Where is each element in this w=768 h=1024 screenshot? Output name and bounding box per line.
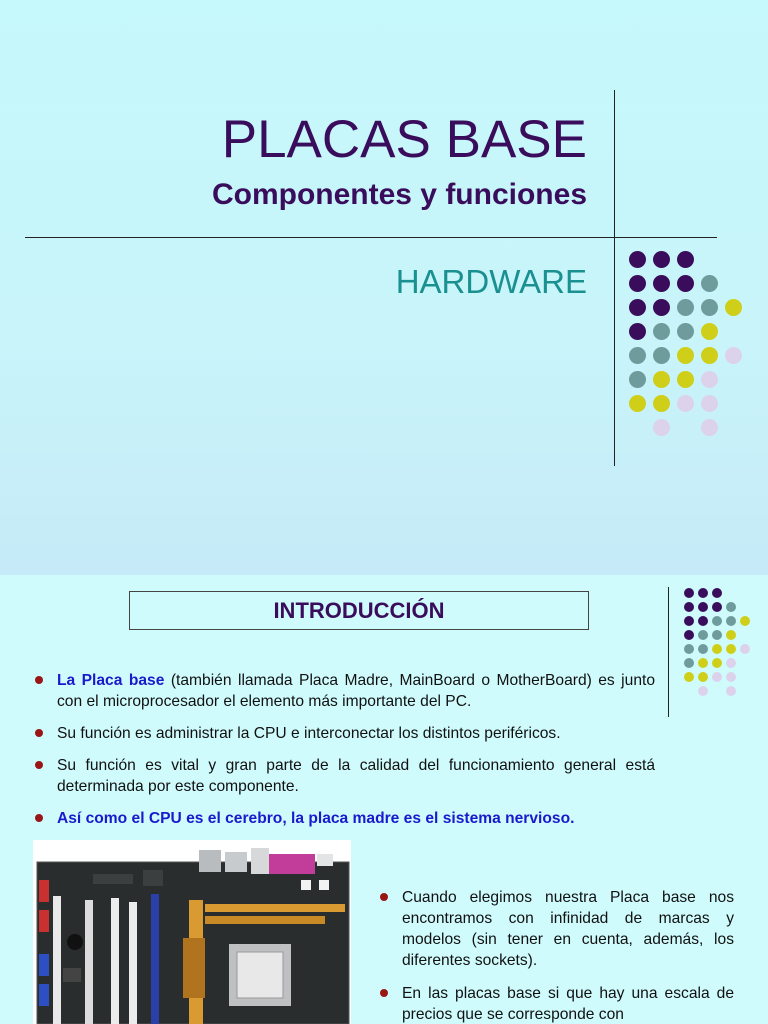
dot-yellow — [740, 616, 750, 626]
bullet-text: (también llamada Placa Madre, MainBoard o MotherBoard) es junto con el microprocesador el elemento más importante del PC. — [57, 672, 655, 710]
dot-lilac — [740, 644, 750, 654]
side-bullet-list — [380, 887, 734, 1024]
dot-lilac — [726, 686, 736, 696]
placa-base-term: La Placa base — [57, 672, 165, 689]
dot-yellow — [701, 323, 718, 340]
dot-teal — [677, 323, 694, 340]
list-item — [380, 983, 734, 1024]
dot-purple — [712, 602, 722, 612]
dot-purple — [653, 299, 670, 316]
bullet-text: Su función es vital y gran parte de la calidad del funcionamiento general está determinada por este componente. — [57, 757, 655, 795]
dot-lilac — [726, 672, 736, 682]
motherboard-illustration — [33, 840, 351, 1024]
dot-purple — [629, 251, 646, 268]
dot-purple — [684, 588, 694, 598]
dot-lilac — [677, 395, 694, 412]
dot-purple — [629, 275, 646, 292]
dot-purple — [677, 251, 694, 268]
bullet-text-emphasis: Así como el CPU es el cerebro, la placa madre es el sistema nervioso. — [57, 810, 575, 827]
hardware-label: HARDWARE — [395, 263, 587, 300]
dot-lilac — [698, 686, 708, 696]
dot-yellow — [677, 347, 694, 364]
list-item — [35, 670, 655, 712]
dot-teal — [726, 616, 736, 626]
bullet-icon — [35, 761, 43, 769]
bullet-icon — [380, 893, 388, 901]
dot-purple — [684, 616, 694, 626]
dot-yellow — [725, 299, 742, 316]
dot-purple — [684, 630, 694, 640]
dot-purple — [698, 602, 708, 612]
vertical-divider — [668, 587, 669, 717]
slide-subtitle: Componentes y funciones — [211, 178, 587, 211]
dot-teal — [712, 616, 722, 626]
list-item — [35, 723, 655, 744]
list-item — [35, 755, 655, 797]
bullet-text: Su función es administrar la CPU e interconectar los distintos periféricos. — [57, 725, 561, 742]
dot-purple — [698, 588, 708, 598]
dot-yellow — [726, 630, 736, 640]
dot-purple — [653, 275, 670, 292]
motherboard-image — [33, 840, 351, 1024]
dot-yellow — [684, 672, 694, 682]
slide-title: PLACAS BASE — [221, 110, 587, 169]
dot-lilac — [701, 419, 718, 436]
dot-teal — [684, 658, 694, 668]
dot-purple — [677, 275, 694, 292]
dot-teal — [677, 299, 694, 316]
dot-purple — [653, 251, 670, 268]
dot-yellow — [698, 672, 708, 682]
bullet-icon — [380, 989, 388, 997]
dot-lilac — [653, 419, 670, 436]
dot-teal — [701, 275, 718, 292]
dot-teal — [629, 347, 646, 364]
dot-teal — [629, 371, 646, 388]
dot-yellow — [653, 395, 670, 412]
dot-lilac — [712, 672, 722, 682]
dot-teal — [653, 347, 670, 364]
horizontal-divider — [25, 237, 717, 238]
dot-teal — [698, 644, 708, 654]
bullet-icon — [35, 814, 43, 822]
dot-purple — [684, 602, 694, 612]
list-item — [35, 808, 655, 829]
dot-purple — [629, 323, 646, 340]
dot-teal — [712, 630, 722, 640]
dot-teal — [684, 644, 694, 654]
dot-yellow — [712, 658, 722, 668]
dot-lilac — [701, 395, 718, 412]
dot-lilac — [701, 371, 718, 388]
dot-yellow — [712, 644, 722, 654]
bullet-icon — [35, 729, 43, 737]
dot-yellow — [677, 371, 694, 388]
list-item — [380, 887, 734, 971]
dot-yellow — [701, 347, 718, 364]
dot-yellow — [698, 658, 708, 668]
dot-lilac — [725, 347, 742, 364]
intro-bullet-list — [35, 670, 655, 840]
bullet-text: Cuando elegimos nuestra Placa base nos encontramos con infinidad de marcas y modelos (sin tener en cuenta, además, los diferentes sockets). — [402, 889, 734, 969]
dot-teal — [701, 299, 718, 316]
dot-yellow — [629, 395, 646, 412]
dot-purple — [698, 616, 708, 626]
dot-teal — [726, 602, 736, 612]
dot-yellow — [653, 371, 670, 388]
dot-yellow — [726, 644, 736, 654]
intro-heading: INTRODUCCIÓN — [129, 591, 589, 630]
dot-purple — [712, 588, 722, 598]
dot-purple — [629, 299, 646, 316]
vertical-divider — [614, 90, 615, 466]
dot-teal — [698, 630, 708, 640]
dot-teal — [653, 323, 670, 340]
intro-slide — [0, 575, 768, 1024]
dot-lilac — [726, 658, 736, 668]
bullet-icon — [35, 676, 43, 684]
bullet-text: En las placas base si que hay una escala de precios que se corresponde con — [402, 985, 734, 1023]
